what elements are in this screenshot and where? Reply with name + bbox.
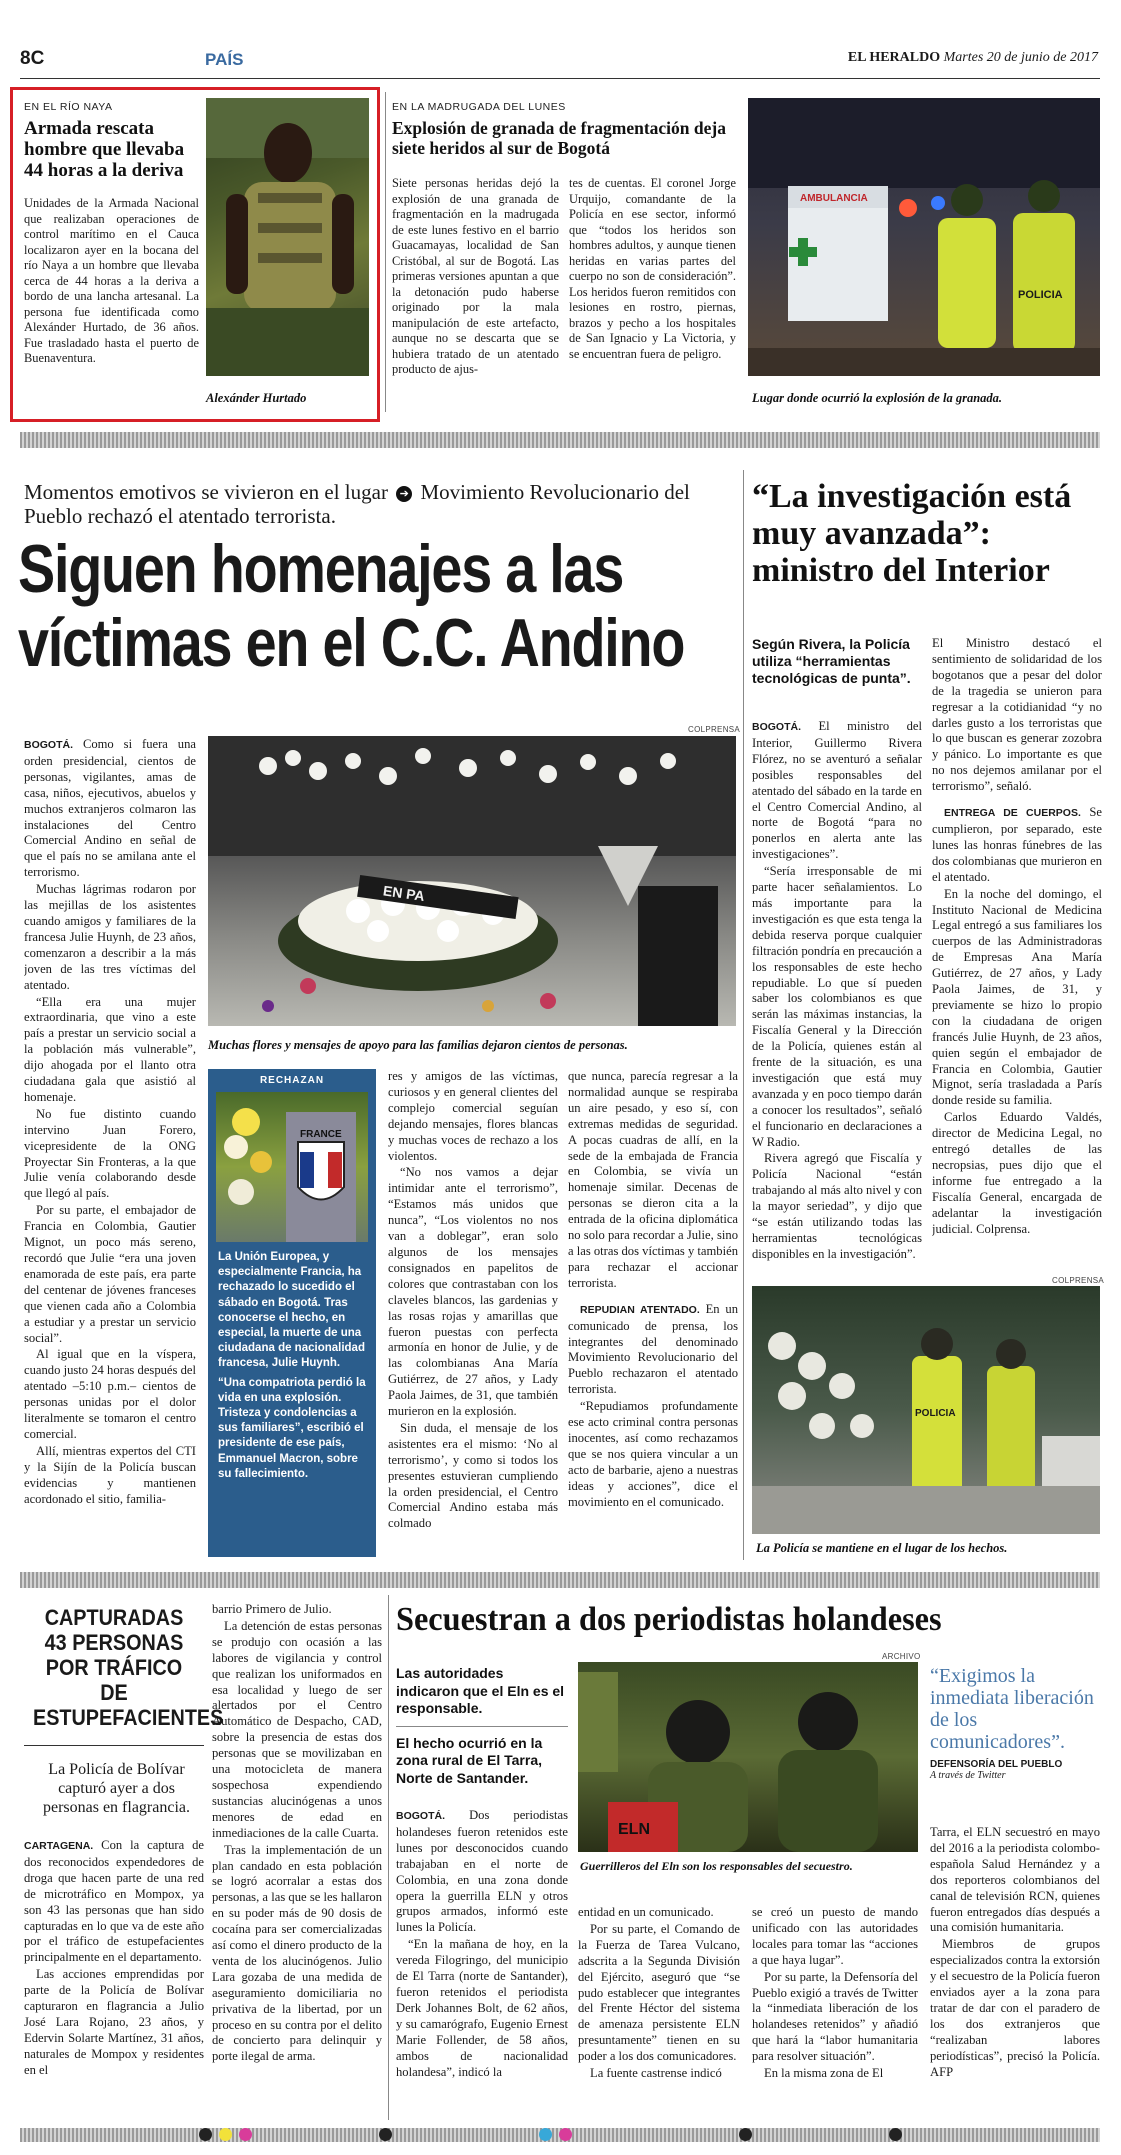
holandeses-deck-1: Las autoridades indicaron que el Eln es el responsable.	[396, 1665, 565, 1716]
story1-headline: Armada rescata hombre que llevaba 44 horas a la deriva	[24, 118, 185, 181]
explosion-scene-image	[748, 98, 1100, 376]
rechazan-box	[208, 1069, 376, 1557]
holandeses-photo	[578, 1662, 918, 1852]
main-col1-p2: Muchas lágrimas rodaron por las mejillas de los asistentes cuando amigos y familiares de la francesa Julie Huynh, de 23 años, comenzaron a describir a la más joven de las tres víctimas del atentado.	[24, 882, 196, 992]
section-divider	[20, 432, 1100, 448]
holandeses-photo-caption: Guerrilleros del Eln son los responsables del secuestro.	[580, 1859, 853, 1873]
repudian-subhead: REPUDIAN ATENTADO.	[580, 1303, 700, 1316]
police-vest-label: POLICIA	[1018, 289, 1063, 301]
capturadas-col1-p2: Las acciones emprendidas por parte de la Policía de Bolívar capturaron en flagrancia a Julio José Lara Rojano, 23 años, y Edervin Solarte Martínez, 31 años, naturales de Mompox y residentes en el	[24, 1967, 204, 2077]
holandeses-deck	[396, 1665, 568, 1787]
story1-kicker: EN EL RÍO NAYA	[24, 101, 113, 113]
story1-body: Unidades de la Armada Nacional que realizaban operaciones de control marítimo en el Cauca localizaron ayer en la bocana del río Naya a un hombre que llevaba cerca de 44 horas a la deriva a bordo de una lancha artesanal. La persona fue identificada como Alexánder Hurtado, de 36 años. Fue trasladado hasta el puerto de Buenaventura.	[24, 196, 199, 365]
main-col3-p2: “No nos vamos a dejar intimidar ante el terrorismo”, “Estamos más unidos que nunca”, “Los violentos no nos van a doblegar”, eran solo algunos de los mensajes consignados en papelitos de colores que contrastaban con los claveles blancos, las gardenias y las rosas rojas y amarillas que fueron puestas con perfecta armonía en honor de Julie, y de las colombianas Ana María Gutiérrez, de 27 años, y Lady Paola Jaimes, de 31, que también murieron en la explosión.	[388, 1165, 558, 1419]
interior-colB-p2: Se cumplieron, por separado, este lunes las honras fúnebres de las dos colombianas que murieron en el atentado.	[932, 805, 1102, 884]
section-divider-2	[20, 1572, 1100, 1588]
holandeses-col3-p1: se creó un puesto de mando unificado con las autoridades locales para tomar las “acciones a que haya lugar”.	[752, 1905, 918, 1967]
main-deck	[24, 480, 744, 528]
holandeses-photo-credit: ARCHIVO	[882, 1652, 921, 1661]
capturadas-col2-p1: barrio Primero de Julio.	[212, 1602, 332, 1616]
main-col1-p5: Por su parte, el embajador de Francia en Colombia, Gautier Mignot, un poco más sereno, recordó que Julie “era una joven enamorada de este país, era parte del centenar de jóvenes franceses que vienen cada año a Colombia a estudiar y a prestar un servicio social”.	[24, 1203, 196, 1345]
holandeses-col3-p3: En la misma zona de El	[764, 2066, 884, 2081]
main-photo	[208, 736, 736, 1026]
entrega-subhead: ENTREGA DE CUERPOS.	[944, 807, 1081, 820]
interior-divider	[743, 470, 744, 1560]
holandeses-col1	[396, 1808, 568, 2120]
capturadas-col1-p1: Con la captura de dos reconocidos expendedores de droga que hacen parte de una red de microtráfico en Mompox, ya son 43 las personas que han sido capturadas en lo que va de este año por el tráfico de estupefacientes principalmente en el departamento.	[24, 1838, 204, 1965]
holandeses-dateline: BOGOTÁ.	[396, 1810, 445, 1822]
main-photo-caption: Muchas flores y mensajes de apoyo para las familias dejaron cientos de personas.	[208, 1038, 628, 1052]
holandeses-col1-p1: Dos periodistas holandeses fueron retenidos este lunes por desconocidos cuando trabajaban en el norte de Colombia, en una zona donde opera la guerrilla ELN y otros grupos armados, informó este lunes la Policía.	[396, 1808, 568, 1935]
registration-dot	[559, 2128, 572, 2141]
interior-headline: “La investigación está muy avanzada”: ministro del Interior	[752, 478, 1072, 589]
main-col1-p7: Allí, mientras expertos del CTI y la Sijín de la Policía buscan evidencias y mantienen acordonado el sitio, familia-	[24, 1443, 196, 1506]
ambulance-label: AMBULANCIA	[800, 193, 868, 204]
issue-date: Martes 20 de junio de 2017	[943, 50, 1098, 65]
registration-dot	[219, 2128, 232, 2141]
rechazan-text: La Unión Europea, y especialmente Francia, ha rechazado lo sucedido el sábado en Bogotá. Tras conocerse el hecho, en especial, la muerte de una ciudadana de nacionalidad francesa, Julie Huynh.	[218, 1251, 365, 1370]
capturadas-headline: CAPTURADAS 43 PERSONAS POR TRÁFICO DE ESTUPEFACIENTES	[33, 1605, 224, 1730]
quote-text: “Exigimos la inmediata liberación de los comunicadores”.	[930, 1665, 1094, 1753]
main-col4-p1: que nunca, parecía regresar a la normalidad aunque se respiraba un aire pesado, y eso sí, con extremas medidas de seguridad. A pocas cuadras de allí, en la sede de la embajada de Francia en Colombia, se vivía un homenaje similar. Decenas de personas se dieron cita a la entrada de la oficina diplomática no solo para recordar a Julie, sino a las otras dos víctimas y también para rechazar el accionar terrorista.	[568, 1069, 738, 1290]
eln-label: ELN	[618, 1821, 650, 1838]
holandeses-col4-p1: Tarra, el ELN secuestró en mayo del 2016 a la periodista colombo-española Salud Hernández y a dos reporteros colombianos del canal de televisión RCN, quienes fueron entregados días después a una comisión humanitaria.	[930, 1825, 1100, 1935]
holandeses-col3-p2: Por su parte, la Defensoría del Pueblo exigió a través de Twitter la “inmediata liberación de los holandeses retenidos” y añadió que hará la “labor humanitaria para resolver situación”.	[752, 1969, 918, 2064]
rechazan-quote: “Una compatriota perdió la vida en una explosión. Tristeza y condolencias a sus familiares”, escribió el presidente de ese país, Emmanuel Macron, sobre su fallecimiento.	[218, 1376, 366, 1480]
story2-photo	[748, 98, 1100, 376]
rescued-man-image	[206, 98, 369, 376]
main-col4	[568, 1069, 738, 1557]
registration-marks	[195, 2128, 895, 2142]
main-col1	[24, 737, 196, 1557]
story1-photo-caption: Alexánder Hurtado	[206, 391, 307, 405]
france-badge-image	[216, 1092, 368, 1242]
quote-source: DEFENSORÍA DEL PUEBLO	[930, 1759, 1063, 1770]
main-col4-p3: “Repudiamos profundamente ese acto criminal contra personas inocentes, así como rechazamos que se nos quiera vincular a un acto de barbarie, ajeno a nuestras ideas y acciones”, dice el movimiento en el comunicado.	[568, 1399, 738, 1509]
main-col3-p3: Sin duda, el mensaje de los asistentes era el mismo: ‘No al terrorismo’, y como si todos los presentes estuvieran cumpliendo la orden presidencial, el Centro Comercial Andino estaba más colmado	[388, 1420, 558, 1531]
story2-col1: Siete personas heridas dejó la explosión de una granada de fragmentación en la madrugada de este lunes festivo en el barrio Guacamayas, localidad de San Cristóbal, al sur de Bogotá. Las primeras versiones apuntan a que la detonación pudo haberse originado por la mala manipulación de este artefacto, aunque no se descarta que se hubiera tratado de un atentado producto de ajus-	[392, 176, 559, 376]
holandeses-col1-p2: “En la mañana de hoy, en la vereda Filogringo, del municipio de El Tarra (norte de Santander), fueron retenidos el periodista Derk Johannes Bolt, de 62 años, y su camarógrafo, Eugenio Ernest Marie Follender, de 58 años, ambos de nacionalidad holandesa”, indicó la	[396, 1937, 568, 2079]
capturadas-col1	[24, 1838, 204, 2123]
holandeses-col4-p2: Miembros de grupos especializados contra la extorsión y el secuestro de la Policía fueron enviados ayer a la zona para tratar de dar con el paradero de los dos extranjeros que “realizaban labores periodísticas”, precisó la Policía. AFP	[930, 1937, 1100, 2079]
main-col3-p1: res y amigos de las víctimas, curiosos y en general clientes del complejo comercial seguían dejando mensajes, flores blancas y muchas voces de rechazo a los violentos.	[388, 1069, 558, 1163]
capturadas-col2-p2: La detención de estas personas se produjo con ocasión a las labores de vigilancia y control que realizan los uniformados en esa localidad y luego de ser alertados por el Centro Automático de Despacho, CAD, sobre la presencia de estas dos personas que se movilizaban en una motocicleta de manera sospechosa expendiendo sustancias alucinógenas a unos menores de edad en inmediaciones de la calle Cuarta.	[212, 1618, 382, 1840]
section-label: PAÍS	[205, 50, 244, 69]
interior-colA-p3: Rivera agregó que Fiscalía y Policía Nacional “están trabajando al más alto nivel y con la mayor seriedad”, y dijo que “se están utilizando todas las herramientas tecnológicas disponibles en la investigación”.	[752, 1151, 922, 1261]
interior-photo-credit: COLPRENSA	[1052, 1276, 1105, 1285]
main-col1-p1: Como si fuera una orden presidencial, cientos de personas, vigilantes, amas de casa, niños, ejecutivos, abuelos y muchos extranjeros colmaron las instalaciones del Centro Comercial Andino en señal de que el país no se amilana ante el terrorismo.	[24, 737, 196, 880]
main-col4-p2: En un comunicado de prensa, los integrantes del denominado Movimiento Revolucionario del Pueblo rechazaron el atentado terrorista.	[568, 1301, 738, 1397]
holandeses-col2-p2: Por su parte, el Comando de la Fuerza de Tarea Vulcano, adscrita a la Segunda División del Ejército, aseguró que “se pudo establecer que integrantes del Frente Héctor del sistema de amenaza persistente ELN presuntamente” tienen en su poder a los dos comunicadores.	[578, 1921, 740, 2064]
police-vest-label-2: POLICIA	[915, 1408, 956, 1419]
holandeses-col3	[752, 1905, 918, 2120]
interior-photo-caption: La Policía se mantiene en el lugar de los hechos.	[756, 1541, 1008, 1555]
registration-dot	[539, 2128, 552, 2141]
registration-dot	[379, 2128, 392, 2141]
badge-text: FRANCE	[300, 1129, 342, 1140]
rechazan-label: RECHAZAN	[259, 1075, 325, 1086]
story2-photo-caption: Lugar donde ocurrió la explosión de la granada.	[752, 391, 1003, 405]
interior-colB-p3: En la noche del domingo, el Instituto Nacional de Medicina Legal entregó a sus familiares los cuerpos de las Administradoras de Empresas Ana María Gutiérrez, de 27 años, y Lady Paola Jaimes, de 31, y previamente se hizo lo propio con la ciudadana de origen francés Julie Huynh, de 23 años, quien según el embajador de Francia en Colombia, Gautier Mignot, sería trasladada a París donde reside su familia.	[932, 886, 1102, 1108]
registration-dot	[239, 2128, 252, 2141]
flower-tribute-image	[208, 736, 736, 1026]
interior-deck: Según Rivera, la Policía utiliza “herramientas tecnológicas de punta”.	[752, 636, 911, 686]
interior-colB	[932, 636, 1102, 1278]
deck-part-one: Momentos emotivos se vivieron en el lugar	[24, 480, 388, 504]
interior-dateline: BOGOTÁ.	[752, 721, 801, 733]
headline-line-2: víctimas en el C.C. Andino	[18, 605, 685, 681]
main-col3	[388, 1069, 558, 1557]
quote-via: A través de Twitter	[930, 1770, 1006, 1781]
capturadas-col2	[212, 1602, 382, 2122]
masthead	[848, 50, 1098, 66]
registration-dot	[739, 2128, 752, 2141]
police-scene-image	[752, 1286, 1100, 1534]
registration-dot	[199, 2128, 212, 2141]
header-rule	[20, 78, 1100, 79]
capturadas-col2-p3: Tras la implementación de un plan candado en esta población se logró acorralar a estas dos personas, a las que se les hallaron en su poder más de 90 dosis de cocaína para ser comercializadas así como el dinero producto de la venta de los alucinógenos. Julio Lara gozaba de una medida de aseguramiento domiciliaria no privativa de la libertad, por un proceso en su contra por el delito de concierto para delinquir y porte ilegal de arma.	[212, 1842, 382, 2064]
story2-col2: tes de cuentas. El coronel Jorge Urquijo, comandante de la Policía en ese sector, informó que “todos los heridos son hombres adultos, y aunque tienen heridas en varias partes del cuerpo no son de consideración”. Los heridos fueron remitidos con lesiones en rostro, piernas, brazos y pecho a los hospitales de San Ignacio y La Victoria, y se encuentran fuera de peligro.	[569, 176, 736, 361]
story2-kicker: EN LA MADRUGADA DEL LUNES	[392, 101, 566, 113]
main-col1-p3: “Ella era una mujer extraordinaria, que vino a este país a prestar un servicio social a la población más vulnerable”, dijo ahogada por el llanto otra ciudadana gala que asistió al homenaje.	[24, 994, 196, 1104]
main-col1-p4: No fue distinto cuando intervino Juan Forero, vicepresidente de la ONG Proyectar Sin Fronteras, a la que Julie venía colaborando desde que llegó al país.	[24, 1106, 196, 1201]
column-rule	[385, 92, 386, 412]
interior-colB-p1: El Ministro destacó el sentimiento de solidaridad de los bogotanos que a pesar del dolor de la tragedia se unieron para regresar a la cotidianidad “y no darles gusto a los terroristas que lo que buscan es generar zozobra y pánico. Lo importante es que no nos dejemos amilanar por el terrorismo”, señaló.	[932, 636, 1102, 794]
holandeses-col4	[930, 1825, 1100, 2121]
arrow-icon: ➔	[396, 486, 412, 502]
holandeses-col2	[578, 1905, 740, 2120]
deck-part-two: Movimiento Revolucionario del Pueblo rechazó el atentado terrorista.	[24, 480, 690, 528]
deck-rule	[396, 1726, 568, 1727]
holandeses-col2-p3: La fuente castrense indicó	[590, 2066, 722, 2081]
capturadas-rule	[24, 1745, 204, 1746]
page-number: 8C	[20, 48, 45, 69]
headline-line-1: Siguen homenajes a las	[18, 531, 624, 607]
main-col1-p6: Al igual que en la víspera, cuando justo 24 horas después del atentado –5:10 p.m.– cientos de personas unidas por el dolor literalmente se tomaron el centro comercial.	[24, 1347, 196, 1441]
interior-colA	[752, 719, 922, 1279]
holandeses-deck-2: El hecho ocurrió en la zona rural de El Tarra, Norte de Santander.	[396, 1734, 543, 1786]
holandeses-headline: Secuestran a dos periodistas holandeses	[396, 1601, 942, 1638]
rechazan-photo	[216, 1092, 368, 1242]
holandeses-col2-p1: entidad en un comunicado.	[578, 1905, 714, 1919]
main-headline	[18, 531, 685, 681]
defensoria-quote	[930, 1665, 1100, 1781]
capturadas-deck: La Policía de Bolívar capturó ayer a dos personas en flagrancia.	[42, 1761, 191, 1816]
interior-colA-p1: El ministro del Interior, Guillermo Rivera Flórez, no se aventuró a señalar posibles responsables del atentado del sábado en la tarde en el Centro Comercial Andino, al norte de Bogotá “para no ponerlos en alerta ante las investigaciones”.	[752, 719, 922, 862]
interior-photo	[752, 1286, 1100, 1534]
capturadas-dateline: CARTAGENA.	[24, 1840, 94, 1852]
interior-colA-p2: “Sería irresponsable de mi parte hacer señalamientos. Lo más importante para la investigación es que esta tenga la debida reserva porque cualquier filtración pondría en precaución a los responsables de este hecho repudiable. Lo que sí pueden saber los colombianos es que serán las máximas instancias, la Fiscalía General y la Dirección de la Policía, quienes están al frente de la situación, es una investigación que está muy avanzada y en poco tiempo darán a conocer los resultados”, señaló el funcionario en declaraciones a W Radio.	[752, 864, 922, 1149]
newspaper-name: EL HERALDO	[847, 50, 941, 65]
interior-colB-p4: Carlos Eduardo Valdés, director de Medicina Legal, no entregó detalles de las necropsias, pues dijo que el informe fue entregado a la Fiscalía General, encargada de adelantar la investigación judicial. Colprensa.	[932, 1110, 1102, 1236]
main-photo-credit: COLPRENSA	[688, 725, 741, 734]
story2-headline: Explosión de granada de fragmentación deja siete heridos al sur de Bogotá	[392, 118, 726, 158]
registration-dot	[889, 2128, 902, 2141]
ribbon-text: EN PA	[382, 882, 426, 905]
story1-photo	[206, 98, 369, 376]
main-dateline: BOGOTÁ.	[24, 739, 73, 751]
guerrilla-image	[578, 1662, 918, 1852]
holandeses-divider	[388, 1595, 389, 2120]
